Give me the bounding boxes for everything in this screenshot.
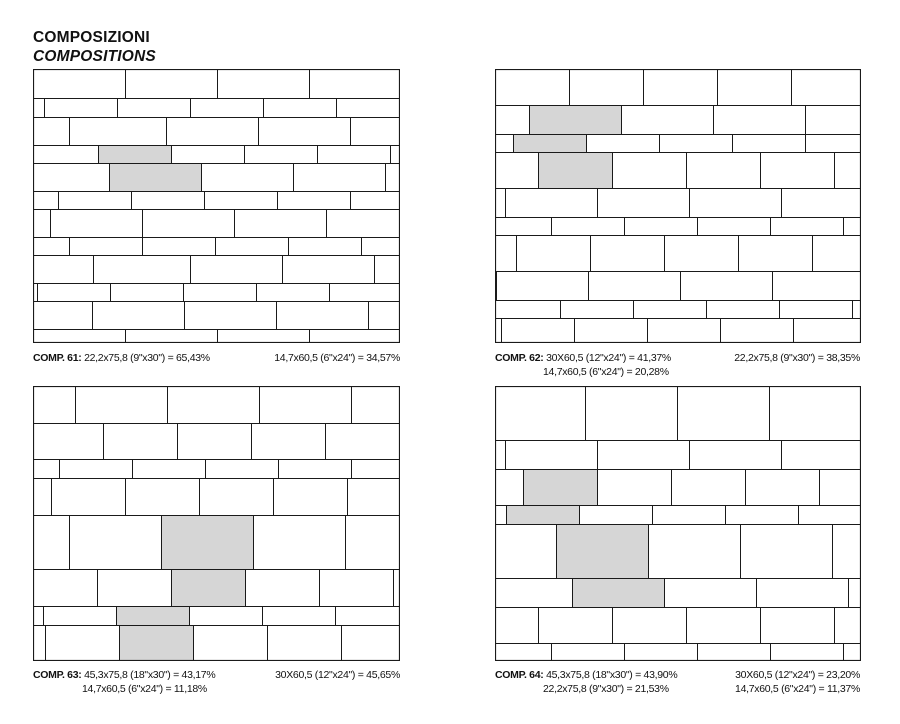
composition-63-tile bbox=[34, 424, 104, 460]
composition-62-tile bbox=[496, 189, 506, 218]
composition-61-tile bbox=[283, 256, 375, 284]
composition-64-tile bbox=[672, 470, 746, 506]
composition-64-label: COMP. 64: bbox=[495, 669, 544, 681]
composition-61-tile bbox=[294, 164, 386, 192]
composition-63-line-1: 45,3x75,8 (18"x30") = 43,17% bbox=[84, 669, 216, 681]
composition-61-tile bbox=[191, 256, 283, 284]
composition-63-tile bbox=[178, 424, 252, 460]
composition-61-tile bbox=[93, 302, 185, 330]
page-title: COMPOSIZIONI bbox=[33, 29, 150, 46]
composition-61-tile bbox=[391, 146, 401, 164]
composition-63-tile bbox=[352, 387, 401, 424]
composition-63-tile bbox=[60, 460, 133, 479]
composition-64-tile bbox=[746, 470, 820, 506]
composition-62-tile bbox=[625, 218, 698, 236]
composition-61-tile-highlighted bbox=[110, 164, 202, 192]
composition-61-tile bbox=[369, 302, 401, 330]
composition-62-tile bbox=[687, 153, 761, 189]
composition-64-line-2: 22,2x75,8 (9"x30") = 21,53% bbox=[543, 683, 669, 695]
composition-62-tile bbox=[552, 218, 625, 236]
composition-62-tile bbox=[496, 106, 530, 135]
composition-64-tile bbox=[833, 525, 862, 579]
composition-62-tile bbox=[844, 218, 862, 236]
composition-61-tile bbox=[191, 99, 264, 118]
composition-62-tile bbox=[496, 135, 514, 153]
composition-63-tile-highlighted bbox=[172, 570, 246, 607]
composition-61-tile bbox=[318, 146, 391, 164]
composition-62-tile bbox=[794, 319, 862, 344]
composition-61-tile bbox=[184, 284, 257, 302]
composition-62-tile bbox=[591, 236, 665, 272]
composition-61-tile bbox=[118, 99, 191, 118]
composition-63-tile bbox=[190, 607, 263, 626]
composition-63-tile bbox=[98, 570, 172, 607]
composition-61-tile bbox=[59, 192, 132, 210]
composition-64-tile-highlighted bbox=[507, 506, 580, 525]
composition-61-tile bbox=[278, 192, 351, 210]
composition-61-tile bbox=[218, 70, 310, 99]
composition-63-tile bbox=[279, 460, 352, 479]
composition-64-tile-highlighted bbox=[573, 579, 665, 608]
composition-61-tile bbox=[351, 118, 401, 146]
composition-64-tile bbox=[761, 608, 835, 644]
composition-61-tile bbox=[185, 302, 277, 330]
composition-62-tile bbox=[613, 153, 687, 189]
composition-64-tile bbox=[598, 470, 672, 506]
composition-62-tile bbox=[835, 153, 862, 189]
composition-62-tile bbox=[648, 319, 721, 344]
composition-62-line-2: 14,7x60,5 (6"x24") = 20,28% bbox=[543, 366, 669, 378]
composition-61-tile bbox=[51, 210, 143, 238]
composition-62-tile bbox=[622, 106, 714, 135]
composition-64-tile bbox=[678, 387, 770, 441]
composition-64-tile bbox=[665, 579, 757, 608]
composition-62-tile-highlighted bbox=[539, 153, 613, 189]
composition-62-tile bbox=[506, 189, 598, 218]
composition-61-diagram bbox=[33, 69, 400, 343]
composition-61-tile bbox=[34, 99, 45, 118]
composition-61-caption-right bbox=[200, 352, 400, 365]
composition-61-tile bbox=[310, 330, 401, 344]
composition-63-tile bbox=[348, 479, 401, 516]
composition-61-tile bbox=[34, 302, 93, 330]
composition-61-tile bbox=[330, 284, 401, 302]
composition-64-tile bbox=[771, 644, 844, 662]
composition-64-tile bbox=[496, 525, 557, 579]
composition-64-tile bbox=[687, 608, 761, 644]
composition-63-tile bbox=[126, 479, 200, 516]
composition-63-tile bbox=[268, 626, 342, 662]
composition-63-diagram bbox=[33, 386, 400, 661]
composition-64-caption bbox=[495, 669, 677, 682]
composition-63-line-2: 14,7x60,5 (6"x24") = 11,18% bbox=[82, 683, 207, 695]
composition-64-tile bbox=[757, 579, 849, 608]
composition-62-tile bbox=[780, 301, 853, 319]
composition-64-tile bbox=[496, 387, 586, 441]
composition-61-tile bbox=[126, 70, 218, 99]
composition-61-tile bbox=[34, 238, 70, 256]
composition-63-caption-right bbox=[200, 669, 400, 682]
composition-63-tile bbox=[274, 479, 348, 516]
composition-61-tile bbox=[126, 330, 218, 344]
composition-62-tile bbox=[496, 236, 517, 272]
composition-64-line-3: 30X60,5 (12"x24") = 23,20% bbox=[735, 669, 860, 681]
composition-61-tile bbox=[216, 238, 289, 256]
composition-61-tile bbox=[34, 330, 126, 344]
composition-62-caption bbox=[495, 352, 671, 365]
composition-61-tile bbox=[172, 146, 245, 164]
composition-63-tile bbox=[133, 460, 206, 479]
composition-63-label: COMP. 63: bbox=[33, 669, 82, 681]
composition-61-tile-highlighted bbox=[99, 146, 172, 164]
composition-63-caption-2 bbox=[82, 683, 207, 696]
composition-61-tile bbox=[143, 238, 216, 256]
composition-63-tile bbox=[246, 570, 320, 607]
composition-62-tile bbox=[698, 218, 771, 236]
composition-62-tile bbox=[496, 319, 502, 344]
composition-63-tile-highlighted bbox=[162, 516, 254, 570]
composition-62-tile bbox=[771, 218, 844, 236]
composition-63-tile bbox=[320, 570, 394, 607]
composition-62-label: COMP. 62: bbox=[495, 352, 544, 364]
composition-62-tile bbox=[721, 319, 794, 344]
composition-63-tile bbox=[252, 424, 326, 460]
composition-64-tile bbox=[653, 506, 726, 525]
composition-61-tile bbox=[34, 256, 94, 284]
composition-64-tile bbox=[496, 644, 552, 662]
composition-61-tile bbox=[143, 210, 235, 238]
composition-64-tile bbox=[849, 579, 862, 608]
composition-63-tile-highlighted bbox=[120, 626, 194, 662]
composition-64-tile bbox=[539, 608, 613, 644]
composition-62-tile bbox=[681, 272, 773, 301]
composition-62-caption-right bbox=[660, 352, 860, 365]
composition-63-tile bbox=[34, 626, 46, 662]
composition-62-tile bbox=[570, 70, 644, 106]
composition-64-tile bbox=[506, 441, 598, 470]
composition-63-tile bbox=[263, 607, 336, 626]
composition-64-tile bbox=[496, 608, 539, 644]
composition-64-tile bbox=[496, 441, 506, 470]
composition-63-tile bbox=[342, 626, 401, 662]
composition-63-tile bbox=[34, 516, 70, 570]
composition-62-tile bbox=[690, 189, 782, 218]
composition-64-tile bbox=[770, 387, 862, 441]
composition-64-diagram bbox=[495, 386, 861, 661]
composition-62-tile bbox=[517, 236, 591, 272]
composition-63-line-3: 30X60,5 (12"x24") = 45,65% bbox=[275, 669, 400, 681]
composition-61-tile bbox=[259, 118, 351, 146]
composition-64-tile bbox=[726, 506, 799, 525]
composition-61-line-2: 14,7x60,5 (6"x24") = 34,57% bbox=[274, 352, 400, 364]
composition-62-tile bbox=[739, 236, 813, 272]
composition-64-tile bbox=[552, 644, 625, 662]
composition-62-diagram bbox=[495, 69, 861, 343]
composition-62-tile bbox=[782, 189, 862, 218]
composition-61-tile bbox=[351, 192, 401, 210]
composition-63-tile bbox=[46, 626, 120, 662]
composition-64-tile bbox=[625, 644, 698, 662]
composition-62-tile bbox=[598, 189, 690, 218]
composition-62-tile bbox=[733, 135, 806, 153]
composition-63-tile bbox=[168, 387, 260, 424]
composition-62-tile bbox=[665, 236, 739, 272]
composition-62-tile bbox=[707, 301, 780, 319]
composition-64-tile bbox=[649, 525, 741, 579]
composition-61-tile bbox=[34, 210, 51, 238]
composition-61-tile bbox=[45, 99, 118, 118]
composition-64-caption-right bbox=[660, 669, 860, 682]
composition-62-caption-2 bbox=[543, 366, 669, 379]
composition-62-tile bbox=[714, 106, 806, 135]
composition-63-tile bbox=[194, 626, 268, 662]
composition-61-caption bbox=[33, 352, 210, 365]
composition-63-tile bbox=[206, 460, 279, 479]
composition-61-tile bbox=[70, 238, 143, 256]
composition-62-tile bbox=[502, 319, 575, 344]
composition-61-tile bbox=[310, 70, 401, 99]
composition-61-tile bbox=[277, 302, 369, 330]
composition-62-tile bbox=[496, 153, 539, 189]
composition-62-tile bbox=[806, 106, 862, 135]
composition-64-tile bbox=[496, 579, 573, 608]
composition-61-line-1: 22,2x75,8 (9"x30") = 65,43% bbox=[84, 352, 210, 364]
composition-63-tile bbox=[52, 479, 126, 516]
composition-63-tile bbox=[326, 424, 400, 460]
composition-62-tile bbox=[806, 135, 862, 153]
composition-61-tile bbox=[375, 256, 401, 284]
composition-62-tile bbox=[496, 70, 570, 106]
composition-62-tile bbox=[589, 272, 681, 301]
composition-64-tile bbox=[782, 441, 862, 470]
composition-61-tile bbox=[289, 238, 362, 256]
composition-64-tile bbox=[698, 644, 771, 662]
composition-61-tile bbox=[34, 146, 99, 164]
page-subtitle: COMPOSITIONS bbox=[33, 48, 156, 65]
composition-63-tile bbox=[70, 516, 162, 570]
composition-64-tile bbox=[613, 608, 687, 644]
composition-62-tile bbox=[773, 272, 862, 301]
composition-62-tile bbox=[792, 70, 862, 106]
composition-64-caption-right-2 bbox=[660, 683, 860, 696]
composition-63-tile bbox=[44, 607, 117, 626]
composition-62-tile bbox=[761, 153, 835, 189]
composition-64-tile bbox=[598, 441, 690, 470]
composition-61-tile bbox=[34, 118, 70, 146]
composition-64-tile bbox=[741, 525, 833, 579]
composition-63-tile-highlighted bbox=[117, 607, 190, 626]
composition-61-tile bbox=[132, 192, 205, 210]
composition-64-tile bbox=[496, 470, 524, 506]
composition-62-tile bbox=[853, 301, 862, 319]
composition-62-tile bbox=[561, 301, 634, 319]
composition-61-tile bbox=[257, 284, 330, 302]
composition-64-line-1: 45,3x75,8 (18"x30") = 43,90% bbox=[546, 669, 678, 681]
composition-61-tile bbox=[205, 192, 278, 210]
composition-62-tile-highlighted bbox=[530, 106, 622, 135]
composition-61-tile bbox=[34, 192, 59, 210]
composition-61-tile bbox=[245, 146, 318, 164]
composition-64-line-4: 14,7x60,5 (6"x24") = 11,37% bbox=[735, 683, 860, 695]
composition-62-line-3: 22,2x75,8 (9"x30") = 38,35% bbox=[734, 352, 860, 364]
composition-62-tile bbox=[497, 272, 589, 301]
composition-64-caption-2 bbox=[543, 683, 669, 696]
composition-61-tile bbox=[235, 210, 327, 238]
composition-62-tile bbox=[575, 319, 648, 344]
composition-63-tile bbox=[260, 387, 352, 424]
composition-63-tile bbox=[34, 387, 76, 424]
composition-64-tile bbox=[586, 387, 678, 441]
composition-61-tile bbox=[218, 330, 310, 344]
composition-63-tile bbox=[76, 387, 168, 424]
composition-61-tile bbox=[70, 118, 167, 146]
composition-62-tile-highlighted bbox=[514, 135, 587, 153]
composition-64-tile bbox=[844, 644, 862, 662]
composition-61-tile bbox=[38, 284, 111, 302]
composition-61-tile bbox=[202, 164, 294, 192]
composition-62-tile bbox=[496, 301, 561, 319]
composition-61-tile bbox=[327, 210, 401, 238]
composition-63-tile bbox=[200, 479, 274, 516]
composition-63-tile bbox=[352, 460, 401, 479]
composition-61-tile bbox=[34, 70, 126, 99]
composition-64-tile bbox=[690, 441, 782, 470]
composition-62-tile bbox=[587, 135, 660, 153]
composition-62-tile bbox=[496, 218, 552, 236]
composition-62-tile bbox=[660, 135, 733, 153]
composition-64-tile bbox=[496, 506, 507, 525]
composition-63-tile bbox=[346, 516, 401, 570]
composition-64-tile bbox=[799, 506, 862, 525]
composition-63-tile bbox=[34, 607, 44, 626]
composition-61-tile bbox=[337, 99, 401, 118]
composition-64-tile bbox=[835, 608, 862, 644]
composition-62-tile bbox=[634, 301, 707, 319]
composition-64-tile-highlighted bbox=[524, 470, 598, 506]
composition-64-tile bbox=[580, 506, 653, 525]
composition-61-label: COMP. 61: bbox=[33, 352, 82, 364]
composition-63-tile bbox=[34, 479, 52, 516]
composition-62-tile bbox=[718, 70, 792, 106]
composition-62-tile bbox=[813, 236, 862, 272]
composition-64-tile bbox=[820, 470, 862, 506]
composition-63-caption bbox=[33, 669, 215, 682]
composition-62-line-1: 30X60,5 (12"x24") = 41,37% bbox=[546, 352, 671, 364]
composition-61-tile bbox=[111, 284, 184, 302]
composition-61-tile bbox=[386, 164, 401, 192]
composition-61-tile bbox=[167, 118, 259, 146]
composition-61-tile bbox=[362, 238, 401, 256]
composition-63-tile bbox=[254, 516, 346, 570]
composition-62-tile bbox=[644, 70, 718, 106]
composition-63-tile bbox=[34, 460, 60, 479]
composition-61-tile bbox=[264, 99, 337, 118]
composition-61-tile bbox=[94, 256, 191, 284]
composition-63-tile bbox=[104, 424, 178, 460]
composition-64-tile-highlighted bbox=[557, 525, 649, 579]
composition-63-tile bbox=[336, 607, 401, 626]
composition-61-tile bbox=[34, 164, 110, 192]
composition-63-tile bbox=[34, 570, 98, 607]
